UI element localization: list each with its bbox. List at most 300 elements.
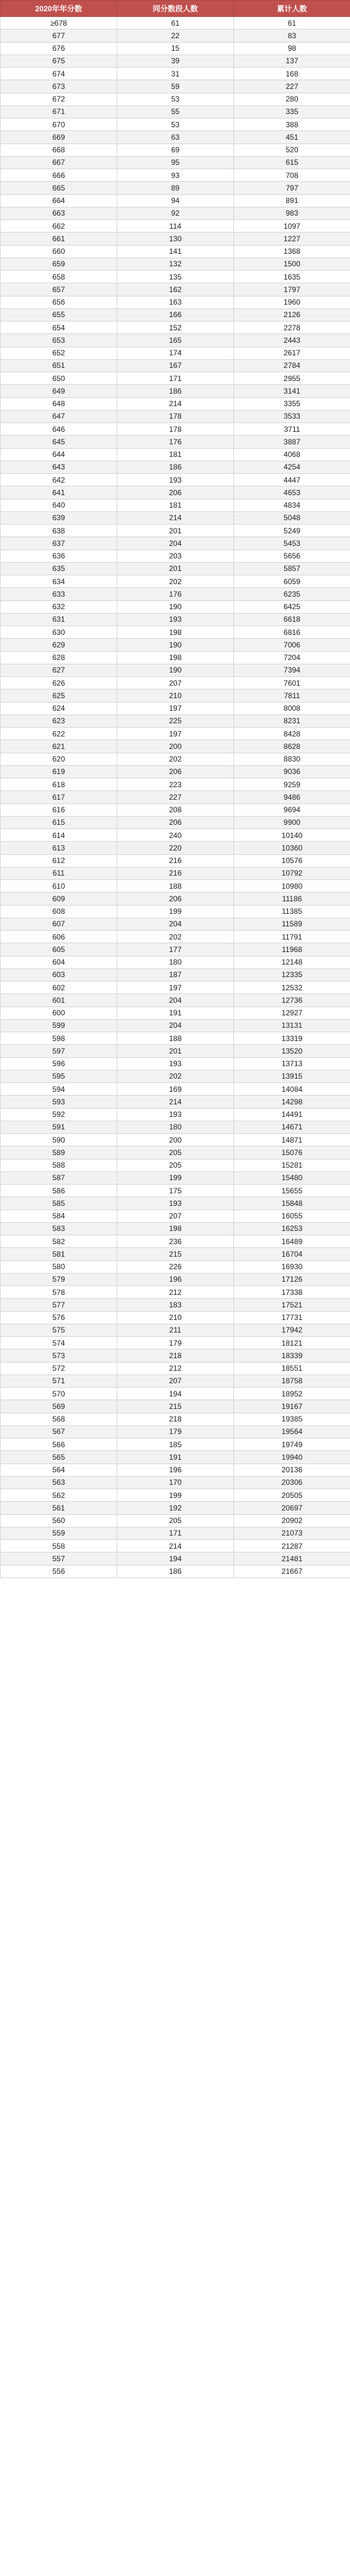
table-body [1,17,350,1578]
cell-cumulative-count: 8830 [234,753,350,765]
cell-score: 665 [1,182,117,194]
cell-same-score-count: 194 [117,1552,234,1565]
cell-cumulative-count: 10980 [234,880,350,893]
cell-score: 560 [1,1514,117,1527]
cell-cumulative-count: 3533 [234,410,350,422]
cell-score: 676 [1,42,117,55]
cell-cumulative-count: 2443 [234,334,350,347]
table-row [1,486,350,499]
cell-cumulative-count: 61 [234,17,350,29]
cell-score: 660 [1,245,117,258]
cell-cumulative-count: 3355 [234,397,350,410]
cell-score: 664 [1,194,117,207]
cell-same-score-count: 188 [117,1032,234,1045]
cell-same-score-count: 225 [117,715,234,727]
cell-score: 586 [1,1185,117,1197]
cell-same-score-count: 176 [117,436,234,448]
cell-score: 645 [1,436,117,448]
cell-same-score-count: 59 [117,80,234,93]
cell-same-score-count: 203 [117,550,234,562]
table-row [1,55,350,67]
cell-cumulative-count: 18551 [234,1362,350,1374]
table-row [1,804,350,816]
table-row [1,1337,350,1349]
table-row [1,1007,350,1019]
table-row [1,715,350,727]
table-row [1,740,350,753]
cell-cumulative-count: 14491 [234,1108,350,1121]
cell-score: 632 [1,600,117,613]
cell-cumulative-count: 15076 [234,1146,350,1159]
cell-same-score-count: 183 [117,1299,234,1311]
cell-same-score-count: 185 [117,1438,234,1451]
cell-cumulative-count: 797 [234,182,350,194]
cell-score: 620 [1,753,117,765]
cell-same-score-count: 212 [117,1286,234,1299]
cell-score: 669 [1,131,117,144]
cell-score: 635 [1,562,117,575]
cell-cumulative-count: 708 [234,169,350,182]
cell-cumulative-count: 9694 [234,804,350,816]
cell-same-score-count: 215 [117,1248,234,1260]
table-row [1,511,350,524]
table-row [1,1565,350,1578]
cell-same-score-count: 193 [117,1108,234,1121]
table-row [1,131,350,144]
cell-same-score-count: 205 [117,1146,234,1159]
cell-cumulative-count: 21667 [234,1565,350,1578]
cell-score: 662 [1,220,117,233]
cell-same-score-count: 89 [117,182,234,194]
cell-cumulative-count: 2784 [234,359,350,372]
cell-same-score-count: 197 [117,728,234,740]
table-row [1,118,350,131]
table-row [1,1197,350,1210]
table-row [1,918,350,930]
cell-same-score-count: 61 [117,17,234,29]
cell-same-score-count: 200 [117,740,234,753]
table-row [1,271,350,283]
cell-cumulative-count: 1960 [234,296,350,308]
cell-score: 590 [1,1134,117,1146]
cell-same-score-count: 194 [117,1388,234,1400]
cell-cumulative-count: 20306 [234,1476,350,1489]
table-row [1,80,350,93]
table-row [1,334,350,347]
cell-cumulative-count: 7811 [234,689,350,702]
cell-score: 617 [1,791,117,804]
cell-cumulative-count: 1368 [234,245,350,258]
cell-same-score-count: 226 [117,1260,234,1273]
cell-same-score-count: 227 [117,791,234,804]
table-row [1,1374,350,1387]
cell-score: 618 [1,778,117,791]
cell-cumulative-count: 3887 [234,436,350,448]
cell-same-score-count: 214 [117,1096,234,1108]
cell-score: 621 [1,740,117,753]
cell-score: 674 [1,68,117,80]
table-row [1,1362,350,1374]
cell-score: 659 [1,258,117,270]
cell-cumulative-count: 20136 [234,1463,350,1476]
cell-score: 575 [1,1324,117,1336]
cell-cumulative-count: 7204 [234,651,350,664]
cell-score: 640 [1,499,117,511]
cell-cumulative-count: 10576 [234,854,350,867]
table-row [1,968,350,981]
table-row [1,220,350,233]
cell-same-score-count: 188 [117,880,234,893]
cell-score: 600 [1,1007,117,1019]
table-row [1,1413,350,1425]
table-row [1,1045,350,1057]
cell-cumulative-count: 388 [234,118,350,131]
cell-same-score-count: 193 [117,613,234,626]
cell-same-score-count: 214 [117,511,234,524]
cell-score: 594 [1,1083,117,1096]
cell-same-score-count: 190 [117,664,234,676]
table-row [1,1502,350,1514]
cell-cumulative-count: 15848 [234,1197,350,1210]
cell-cumulative-count: 17521 [234,1299,350,1311]
cell-cumulative-count: 15480 [234,1171,350,1184]
cell-cumulative-count: 451 [234,131,350,144]
cell-same-score-count: 63 [117,131,234,144]
cell-score: 561 [1,1502,117,1514]
table-row [1,283,350,296]
cell-same-score-count: 94 [117,194,234,207]
cell-score: 675 [1,55,117,67]
cell-cumulative-count: 8428 [234,728,350,740]
cell-cumulative-count: 6235 [234,588,350,600]
cell-score: 572 [1,1362,117,1374]
cell-score: 557 [1,1552,117,1565]
cell-same-score-count: 197 [117,982,234,994]
cell-cumulative-count: 16489 [234,1235,350,1248]
cell-cumulative-count: 19167 [234,1400,350,1413]
cell-same-score-count: 166 [117,308,234,321]
cell-cumulative-count: 11186 [234,893,350,905]
cell-score: 570 [1,1388,117,1400]
cell-score: 668 [1,144,117,156]
table-row [1,905,350,918]
table-row [1,550,350,562]
cell-score: 650 [1,372,117,385]
table-row [1,1388,350,1400]
cell-score: 602 [1,982,117,994]
cell-same-score-count: 215 [117,1400,234,1413]
table-row [1,1425,350,1438]
cell-same-score-count: 214 [117,397,234,410]
cell-cumulative-count: 1227 [234,233,350,245]
cell-score: 672 [1,93,117,105]
cell-cumulative-count: 18758 [234,1374,350,1387]
table-row [1,1070,350,1082]
cell-score: 641 [1,486,117,499]
cell-cumulative-count: 4254 [234,461,350,473]
table-row [1,588,350,600]
cell-score: 614 [1,829,117,842]
cell-score: 609 [1,893,117,905]
cell-same-score-count: 196 [117,1273,234,1285]
cell-same-score-count: 178 [117,423,234,436]
cell-score: 564 [1,1463,117,1476]
table-row [1,562,350,575]
cell-same-score-count: 240 [117,829,234,842]
cell-cumulative-count: 13713 [234,1057,350,1070]
cell-cumulative-count: 1635 [234,271,350,283]
cell-same-score-count: 171 [117,1527,234,1539]
cell-cumulative-count: 5453 [234,537,350,550]
cell-same-score-count: 163 [117,296,234,308]
table-row [1,207,350,219]
table-row [1,753,350,765]
cell-cumulative-count: 3141 [234,385,350,397]
table-row [1,854,350,867]
cell-cumulative-count: 17126 [234,1273,350,1285]
cell-same-score-count: 214 [117,1540,234,1552]
cell-score: 615 [1,816,117,829]
cell-score: 588 [1,1159,117,1171]
cell-cumulative-count: 1797 [234,283,350,296]
cell-cumulative-count: 3711 [234,423,350,436]
cell-same-score-count: 218 [117,1413,234,1425]
cell-score: 599 [1,1019,117,1032]
cell-score: 634 [1,575,117,588]
cell-cumulative-count: 9259 [234,778,350,791]
cell-cumulative-count: 10140 [234,829,350,842]
table-row [1,677,350,689]
cell-cumulative-count: 2278 [234,322,350,334]
table-row [1,1171,350,1184]
cell-cumulative-count: 4653 [234,486,350,499]
cell-cumulative-count: 19564 [234,1425,350,1438]
table-row [1,575,350,588]
cell-score: 652 [1,347,117,359]
table-row [1,816,350,829]
cell-cumulative-count: 137 [234,55,350,67]
cell-cumulative-count: 14671 [234,1121,350,1133]
cell-score: 663 [1,207,117,219]
table-row [1,1134,350,1146]
cell-same-score-count: 206 [117,816,234,829]
cell-cumulative-count: 19940 [234,1451,350,1463]
cell-same-score-count: 169 [117,1083,234,1096]
cell-score: 581 [1,1248,117,1260]
cell-score: 583 [1,1222,117,1235]
cell-same-score-count: 53 [117,118,234,131]
cell-score: 597 [1,1045,117,1057]
cell-score: 591 [1,1121,117,1133]
cell-score: 613 [1,842,117,854]
cell-score: 655 [1,308,117,321]
table-row [1,1299,350,1311]
table-row [1,537,350,550]
cell-same-score-count: 130 [117,233,234,245]
table-row [1,1463,350,1476]
cell-score: 647 [1,410,117,422]
table-row [1,182,350,194]
cell-cumulative-count: 10360 [234,842,350,854]
cell-same-score-count: 93 [117,169,234,182]
cell-same-score-count: 179 [117,1337,234,1349]
cell-cumulative-count: 615 [234,156,350,169]
cell-cumulative-count: 12927 [234,1007,350,1019]
cell-score: 576 [1,1311,117,1324]
cell-cumulative-count: 21073 [234,1527,350,1539]
cell-same-score-count: 202 [117,931,234,943]
header-same-score-count: 同分数段人数 [117,1,234,17]
cell-same-score-count: 207 [117,677,234,689]
cell-cumulative-count: 12335 [234,968,350,981]
cell-cumulative-count: 10792 [234,867,350,879]
table-row [1,702,350,715]
table-row [1,308,350,321]
table-row [1,1476,350,1489]
table-row [1,105,350,118]
cell-score: 654 [1,322,117,334]
cell-same-score-count: 204 [117,537,234,550]
cell-same-score-count: 165 [117,334,234,347]
table-row [1,689,350,702]
cell-score: 671 [1,105,117,118]
table-row [1,867,350,879]
cell-same-score-count: 192 [117,1502,234,1514]
cell-cumulative-count: 11589 [234,918,350,930]
cell-score: 637 [1,537,117,550]
header-score: 2020年年分数 [1,1,117,17]
table-row [1,258,350,270]
cell-same-score-count: 193 [117,474,234,486]
cell-same-score-count: 141 [117,245,234,258]
cell-cumulative-count: 14871 [234,1134,350,1146]
cell-score: 629 [1,639,117,651]
table-row [1,1248,350,1260]
cell-score: 626 [1,677,117,689]
cell-score: 565 [1,1451,117,1463]
cell-score: 593 [1,1096,117,1108]
cell-score: 587 [1,1171,117,1184]
table-row [1,461,350,473]
cell-score: 556 [1,1565,117,1578]
table-row [1,956,350,968]
cell-same-score-count: 162 [117,283,234,296]
table-row [1,347,350,359]
cell-same-score-count: 180 [117,1121,234,1133]
cell-cumulative-count: 16253 [234,1222,350,1235]
table-row [1,245,350,258]
cell-score: 568 [1,1413,117,1425]
table-row [1,778,350,791]
cell-score: 633 [1,588,117,600]
table-row [1,664,350,676]
cell-same-score-count: 205 [117,1514,234,1527]
cell-score: 636 [1,550,117,562]
cell-score: 616 [1,804,117,816]
cell-same-score-count: 220 [117,842,234,854]
cell-cumulative-count: 6618 [234,613,350,626]
cell-cumulative-count: 280 [234,93,350,105]
cell-score: ≥678 [1,17,117,29]
cell-score: 571 [1,1374,117,1387]
cell-score: 667 [1,156,117,169]
cell-cumulative-count: 2955 [234,372,350,385]
table-row [1,1400,350,1413]
cell-same-score-count: 201 [117,525,234,537]
cell-score: 622 [1,728,117,740]
table-row [1,1260,350,1273]
cell-score: 653 [1,334,117,347]
cell-score: 604 [1,956,117,968]
table-row [1,994,350,1007]
cell-score: 558 [1,1540,117,1552]
table-row [1,880,350,893]
table-row [1,1324,350,1336]
cell-cumulative-count: 14084 [234,1083,350,1096]
cell-same-score-count: 198 [117,651,234,664]
table-row [1,1146,350,1159]
cell-cumulative-count: 12736 [234,994,350,1007]
table-row [1,1057,350,1070]
table-row [1,1540,350,1552]
cell-same-score-count: 206 [117,486,234,499]
cell-same-score-count: 196 [117,1463,234,1476]
table-row [1,1032,350,1045]
cell-score: 596 [1,1057,117,1070]
cell-cumulative-count: 13131 [234,1019,350,1032]
table-row [1,372,350,385]
cell-same-score-count: 199 [117,1489,234,1502]
cell-score: 608 [1,905,117,918]
table-row [1,1286,350,1299]
table-row [1,1514,350,1527]
cell-score: 651 [1,359,117,372]
cell-cumulative-count: 5249 [234,525,350,537]
cell-cumulative-count: 1097 [234,220,350,233]
cell-score: 619 [1,765,117,778]
cell-cumulative-count: 2126 [234,308,350,321]
cell-same-score-count: 208 [117,804,234,816]
cell-cumulative-count: 21287 [234,1540,350,1552]
table-row [1,791,350,804]
cell-score: 577 [1,1299,117,1311]
table-row [1,1108,350,1121]
cell-score: 658 [1,271,117,283]
cell-cumulative-count: 4068 [234,448,350,461]
cell-same-score-count: 198 [117,1222,234,1235]
cell-same-score-count: 193 [117,1057,234,1070]
cell-cumulative-count: 7394 [234,664,350,676]
cell-same-score-count: 190 [117,639,234,651]
cell-same-score-count: 202 [117,575,234,588]
table-row [1,296,350,308]
header-cumulative-count: 累计人数 [234,1,350,17]
cell-cumulative-count: 9486 [234,791,350,804]
cell-same-score-count: 216 [117,854,234,867]
cell-score: 579 [1,1273,117,1285]
cell-cumulative-count: 15655 [234,1185,350,1197]
cell-cumulative-count: 4834 [234,499,350,511]
cell-cumulative-count: 18121 [234,1337,350,1349]
cell-same-score-count: 206 [117,765,234,778]
table-row [1,42,350,55]
cell-same-score-count: 201 [117,562,234,575]
cell-same-score-count: 205 [117,1159,234,1171]
table-row [1,1349,350,1362]
cell-score: 646 [1,423,117,436]
table-row [1,893,350,905]
cell-cumulative-count: 6059 [234,575,350,588]
